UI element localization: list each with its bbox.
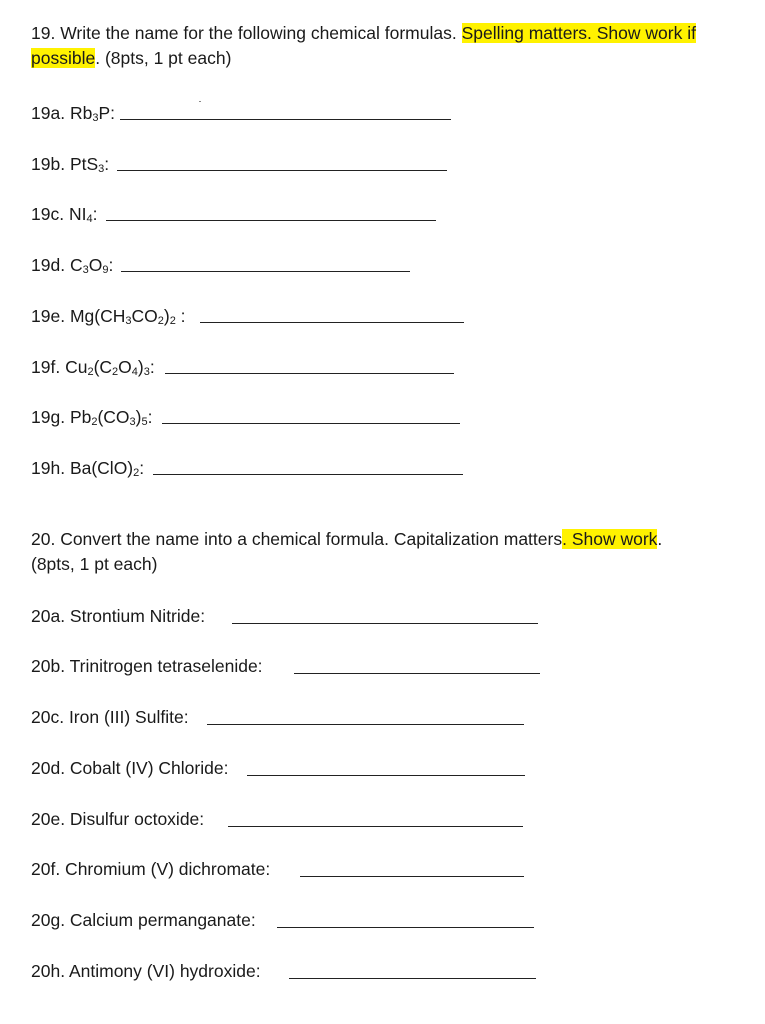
question-19-item <box>31 406 153 428</box>
question-19-item <box>31 203 97 225</box>
question-19-highlight: Spelling matters. Show work if possible <box>31 23 696 68</box>
chemical-formula: $Pb_2(CO_3)_5$: <box>69 407 153 428</box>
item-number: 19b. <box>31 154 70 174</box>
question-19-points: . (8pts, 1 pt each) <box>95 48 232 68</box>
question-19-instructions <box>31 21 765 71</box>
question-20-instructions <box>31 527 765 577</box>
answer-blank[interactable] <box>277 927 534 928</box>
answer-blank[interactable] <box>200 322 464 323</box>
question-20-item: 20d. Cobalt (IV) Chloride: <box>31 758 229 778</box>
item-number: 19c. <box>31 204 69 224</box>
question-19-item <box>31 153 109 175</box>
chemical-formula: $Ba(ClO)_2$: <box>69 458 145 479</box>
answer-blank[interactable] <box>228 826 523 827</box>
answer-blank[interactable] <box>120 119 451 120</box>
item-number: 19f. <box>31 357 66 377</box>
question-20-intro-text: 20. Convert the name into a chemical formula. Capitalization matters <box>31 529 563 549</box>
chemical-formula: $Mg(CH_3CO_2)_2$ : <box>69 306 186 327</box>
item-number: 19a. <box>31 103 70 123</box>
answer-blank[interactable] <box>165 373 454 374</box>
item-number: 19d. <box>31 255 70 275</box>
chemical-formula: $NI_4$: <box>68 204 98 225</box>
answer-blank[interactable] <box>117 170 447 171</box>
item-number: 19h. <box>31 458 70 478</box>
answer-blank[interactable] <box>153 474 463 475</box>
item-number: 19g. <box>31 407 70 427</box>
question-20-item: 20g. Calcium permanganate: <box>31 910 256 930</box>
question-20-points: (8pts, 1 pt each) <box>31 554 158 574</box>
chemical-formula: $Rb_3P$: <box>69 103 115 124</box>
answer-blank[interactable] <box>106 220 436 221</box>
question-19-item <box>31 254 113 276</box>
question-20-item: 20a. Strontium Nitride: <box>31 606 206 626</box>
question-19-item <box>31 305 186 327</box>
answer-blank[interactable] <box>207 724 524 725</box>
answer-blank[interactable] <box>289 978 536 979</box>
question-20-item: 20b. Trinitrogen tetraselenide: <box>31 656 263 676</box>
answer-blank[interactable] <box>300 876 524 877</box>
question-19-item <box>31 356 155 378</box>
chemical-formula: $Cu_2(C_2O_4)_3$: <box>65 357 155 378</box>
question-19-item <box>31 102 115 124</box>
answer-blank[interactable] <box>121 271 410 272</box>
answer-blank[interactable] <box>232 623 538 624</box>
item-number: 19e. <box>31 306 70 326</box>
answer-blank[interactable] <box>162 423 460 424</box>
chemical-formula: $C_3O_9$: <box>69 255 114 276</box>
stray-mark <box>199 101 201 102</box>
question-20-highlight: . Show work <box>562 529 658 549</box>
question-20-period: . <box>657 529 663 549</box>
question-20-item: 20c. Iron (III) Sulfite: <box>31 707 189 727</box>
question-19-item <box>31 457 144 479</box>
answer-blank[interactable] <box>294 673 540 674</box>
question-19-intro-text: 19. Write the name for the following chemical formulas. <box>31 23 462 43</box>
question-20-item: 20f. Chromium (V) dichromate: <box>31 859 271 879</box>
answer-blank[interactable] <box>247 775 525 776</box>
chemical-formula: PtS$_3$: <box>69 154 110 175</box>
question-20-item: 20e. Disulfur octoxide: <box>31 809 205 829</box>
question-20-item: 20h. Antimony (VI) hydroxide: <box>31 961 261 981</box>
